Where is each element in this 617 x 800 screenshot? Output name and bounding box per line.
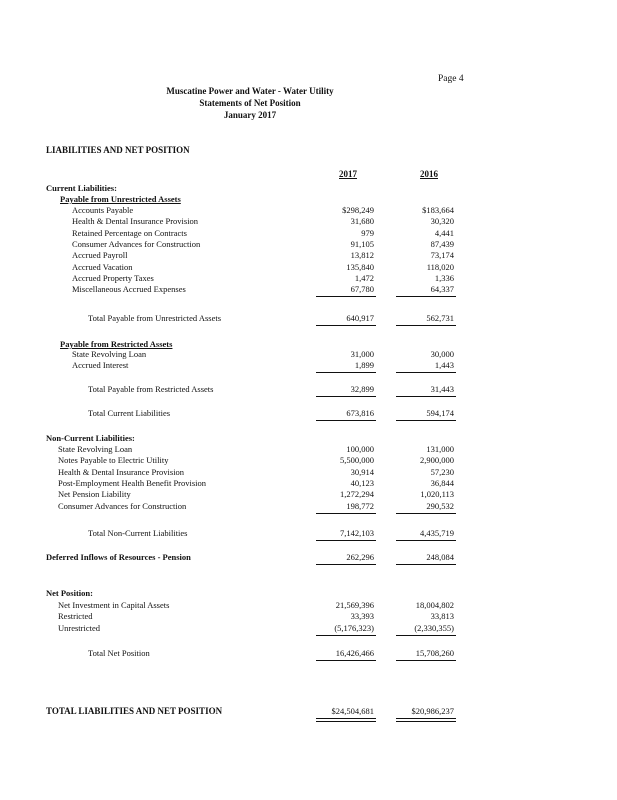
underline-unrestricted-2017 <box>316 325 376 326</box>
line-item-2016: 36,844 <box>430 477 454 488</box>
underline-net-2017 <box>316 660 376 661</box>
line-item-2016: 57,230 <box>430 466 454 477</box>
line-item-label: Consumer Advances for Construction <box>72 238 201 249</box>
line-item-label: Net Pension Liability <box>58 489 131 500</box>
line-item-2017: 30,914 <box>350 466 374 477</box>
double-underline-2017-a <box>316 718 376 719</box>
underline-restricted-2016 <box>396 396 456 397</box>
underline-restricted-2017 <box>316 396 376 397</box>
line-item-2017: 31,000 <box>350 349 374 359</box>
line-item-label: Notes Payable to Electric Utility <box>58 455 169 466</box>
line-item-label: Accrued Payroll <box>72 250 128 261</box>
line-item-label: Accounts Payable <box>72 205 134 215</box>
column-header-2017: 2017 <box>339 169 357 179</box>
double-underline-2017-b <box>316 721 376 722</box>
subtotal-underline-2016 <box>396 372 456 373</box>
total-unrestricted-label: Total Payable from Unrestricted Assets <box>88 313 222 323</box>
grand-total-2017: $24,504,681 <box>331 706 374 716</box>
grand-total-label: TOTAL LIABILITIES AND NET POSITION <box>46 706 223 716</box>
line-item-2017: 13,812 <box>350 250 374 261</box>
line-item-2017: 1,472 <box>354 272 374 283</box>
underline-noncurrent-2016 <box>396 540 456 541</box>
line-item-label: Post-Employment Health Benefit Provision <box>58 477 207 488</box>
line-item-label: Health & Dental Insurance Provision <box>72 216 199 227</box>
line-item-2017: (5,176,323) <box>334 622 374 633</box>
line-item-label: Consumer Advances for Construction <box>58 500 187 511</box>
grand-total-2016: $20,986,237 <box>411 706 454 716</box>
total-net-position-label: Total Net Position <box>88 648 150 658</box>
line-item-2017: 1,899 <box>354 360 374 371</box>
line-item-2017: 135,840 <box>346 261 374 272</box>
line-item-label: Accrued Property Taxes <box>72 272 154 283</box>
section-title: LIABILITIES AND NET POSITION <box>46 145 190 155</box>
subtotal-underline-2017 <box>316 635 376 636</box>
total-current-2017: 673,816 <box>346 408 374 418</box>
total-restricted-label: Total Payable from Restricted Assets <box>88 384 214 394</box>
line-item-label: Net Investment in Capital Assets <box>58 600 170 610</box>
deferred-label: Deferred Inflows of Resources - Pension <box>46 552 191 562</box>
line-item-2016: 64,337 <box>430 284 454 295</box>
total-unrestricted-2017: 640,917 <box>346 313 374 323</box>
unrestricted-heading: Payable from Unrestricted Assets <box>60 194 181 204</box>
line-item-2017: 100,000 <box>346 444 374 454</box>
column-header-2016: 2016 <box>420 169 438 179</box>
line-item-2016: 1,336 <box>434 272 454 283</box>
line-item-2016: 290,532 <box>426 500 454 511</box>
line-item-2016: 1,020,113 <box>420 489 454 500</box>
total-net-position-2016: 15,708,260 <box>415 648 454 658</box>
deferred-2016: 248,084 <box>426 552 454 562</box>
report-title-statement: Statements of Net Position <box>199 98 301 108</box>
total-current-2016: 594,174 <box>426 408 454 418</box>
underline-current-2016 <box>396 420 456 421</box>
line-item-label: Miscellaneous Accrued Expenses <box>72 284 186 295</box>
subtotal-underline-2017 <box>316 372 376 373</box>
line-item-label: Retained Percentage on Contracts <box>72 227 187 238</box>
line-item-2016: 30,000 <box>430 349 454 359</box>
total-restricted-2017: 32,899 <box>350 384 374 394</box>
line-item-2017: 91,105 <box>350 238 374 249</box>
page-number: Page 4 <box>438 74 464 84</box>
line-item-2016: 73,174 <box>430 250 454 261</box>
total-noncurrent-2017: 7,142,103 <box>340 528 374 538</box>
line-item-2017: 5,500,000 <box>340 455 374 466</box>
report-title-period: January 2017 <box>223 110 277 120</box>
line-item-label: Unrestricted <box>58 622 101 633</box>
line-item-2017: 1,272,294 <box>340 489 374 500</box>
line-item-2017: 198,772 <box>346 500 374 511</box>
underline-net-2016 <box>396 660 456 661</box>
subtotal-underline-2017 <box>316 513 376 514</box>
report-title-company: Muscatine Power and Water - Water Utility <box>166 86 334 96</box>
restricted-heading: Payable from Restricted Assets <box>60 339 173 349</box>
underline-current-2017 <box>316 420 376 421</box>
subtotal-underline-2016 <box>396 635 456 636</box>
line-item-label: Accrued Interest <box>72 360 129 371</box>
line-item-2017: 67,780 <box>350 284 374 295</box>
line-item-2016: 87,439 <box>430 238 454 249</box>
line-item-2016: 118,020 <box>426 261 454 272</box>
line-item-2016: 33,813 <box>430 611 454 622</box>
line-item-2017: 40,123 <box>350 477 374 488</box>
current-liabilities-heading: Current Liabilities: <box>46 183 117 193</box>
subtotal-underline-2017 <box>316 296 376 297</box>
net-position-heading: Net Position: <box>46 588 93 598</box>
line-item-2016: 131,000 <box>426 444 454 454</box>
underline-deferred-2016 <box>396 564 456 565</box>
line-item-2016: 2,900,000 <box>420 455 454 466</box>
line-item-2017: 33,393 <box>350 611 374 622</box>
double-underline-2016-b <box>396 721 456 722</box>
line-item-2017: 31,680 <box>350 216 374 227</box>
total-restricted-2016: 31,443 <box>430 384 454 394</box>
underline-noncurrent-2017 <box>316 540 376 541</box>
line-item-2017: 21,569,396 <box>335 600 374 610</box>
line-item-2016: 1,443 <box>434 360 454 371</box>
line-item-2017: $298,249 <box>342 205 374 215</box>
total-noncurrent-2016: 4,435,719 <box>420 528 454 538</box>
line-item-2016: 30,320 <box>430 216 454 227</box>
line-item-label: Health & Dental Insurance Provision <box>58 466 185 477</box>
total-net-position-2017: 16,426,466 <box>335 648 374 658</box>
double-underline-2016-a <box>396 718 456 719</box>
line-item-2016: (2,330,355) <box>414 622 454 633</box>
underline-deferred-2017 <box>316 564 376 565</box>
line-item-label: Restricted <box>58 611 93 622</box>
total-noncurrent-label: Total Non-Current Liabilities <box>88 528 188 538</box>
underline-unrestricted-2016 <box>396 325 456 326</box>
line-item-2016: 18,004,802 <box>415 600 454 610</box>
line-item-label: State Revolving Loan <box>58 444 133 454</box>
line-item-2016: 4,441 <box>434 227 454 238</box>
subtotal-underline-2016 <box>396 513 456 514</box>
line-item-label: Accrued Vacation <box>72 261 133 272</box>
total-unrestricted-2016: 562,731 <box>426 313 454 323</box>
subtotal-underline-2016 <box>396 296 456 297</box>
total-current-label: Total Current Liabilities <box>88 408 171 418</box>
line-item-2017: 979 <box>361 227 374 238</box>
deferred-2017: 262,296 <box>346 552 374 562</box>
noncurrent-heading: Non-Current Liabilities: <box>46 433 135 443</box>
line-item-2016: $183,664 <box>422 205 454 215</box>
line-item-label: State Revolving Loan <box>72 349 147 359</box>
